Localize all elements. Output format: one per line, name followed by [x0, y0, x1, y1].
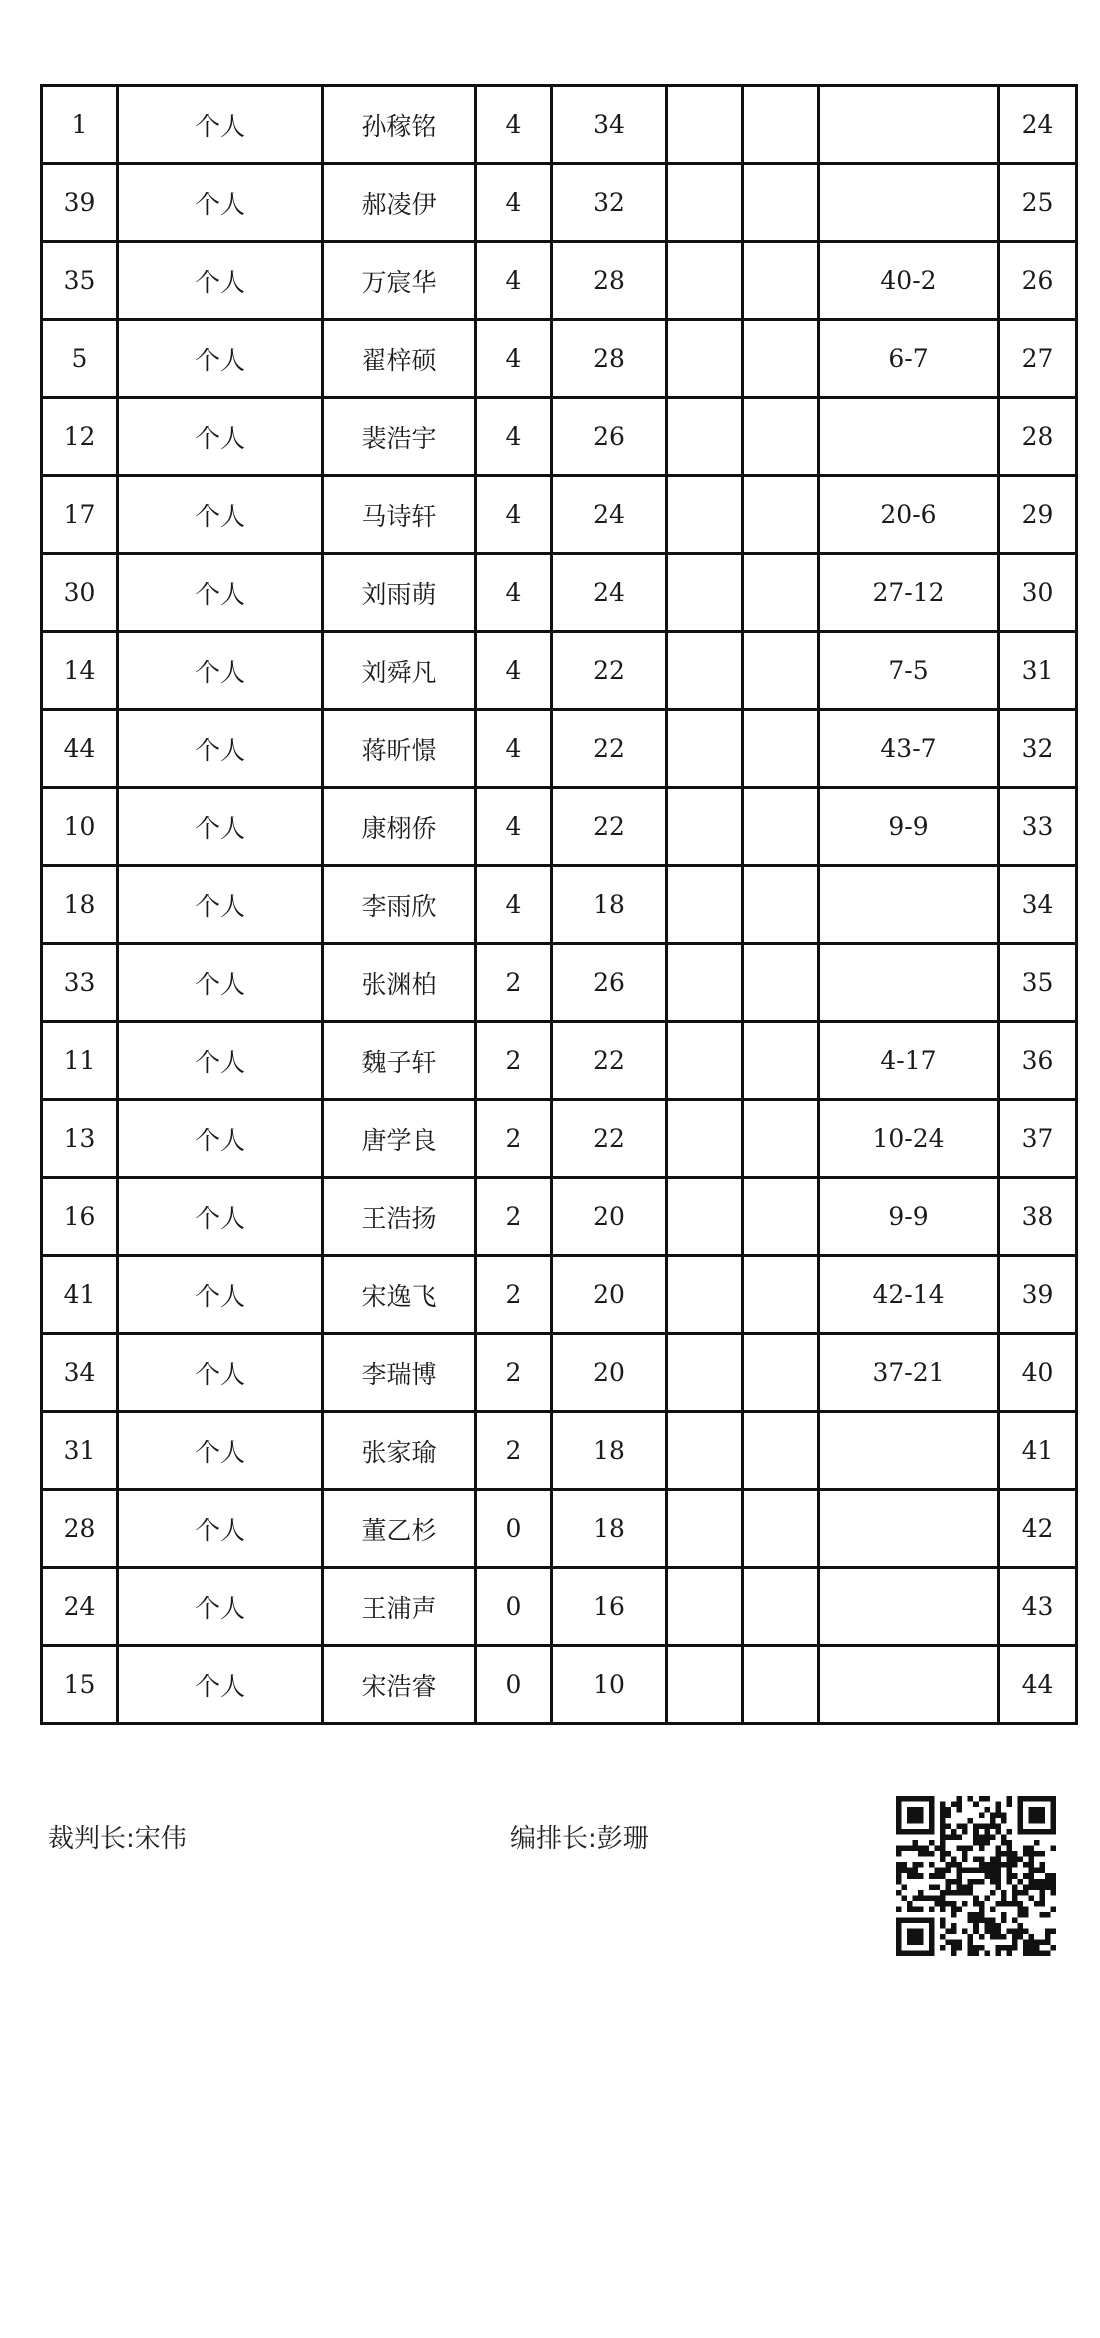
- score-cell: 22: [552, 1022, 667, 1100]
- points-cell: 4: [476, 788, 552, 866]
- entry-type-cell: 个人: [118, 86, 323, 164]
- seed-number-cell: 24: [42, 1568, 118, 1646]
- table-row: [42, 944, 1077, 1022]
- table-row: [42, 1412, 1077, 1490]
- seed-number-cell: 13: [42, 1100, 118, 1178]
- points-cell: 4: [476, 164, 552, 242]
- tiebreak-cell: 37-21: [819, 1334, 999, 1412]
- tiebreak-cell: 43-7: [819, 710, 999, 788]
- blank-cell: [667, 398, 743, 476]
- blank-cell: [743, 632, 819, 710]
- rank-cell: 35: [999, 944, 1077, 1022]
- score-cell: 28: [552, 242, 667, 320]
- blank-cell: [743, 476, 819, 554]
- rank-cell: 30: [999, 554, 1077, 632]
- blank-cell: [667, 632, 743, 710]
- score-cell: 28: [552, 320, 667, 398]
- seed-number-cell: 15: [42, 1646, 118, 1724]
- player-name-cell: 郝凌伊: [323, 164, 476, 242]
- player-name-cell: 李雨欣: [323, 866, 476, 944]
- score-cell: 22: [552, 1100, 667, 1178]
- points-cell: 2: [476, 1412, 552, 1490]
- seed-number-cell: 35: [42, 242, 118, 320]
- tiebreak-cell: 42-14: [819, 1256, 999, 1334]
- blank-cell: [667, 1022, 743, 1100]
- rank-cell: 42: [999, 1490, 1077, 1568]
- seed-number-cell: 33: [42, 944, 118, 1022]
- table-row: [42, 242, 1077, 320]
- rank-cell: 36: [999, 1022, 1077, 1100]
- rank-cell: 38: [999, 1178, 1077, 1256]
- player-name-cell: 万宸华: [323, 242, 476, 320]
- blank-cell: [743, 1334, 819, 1412]
- tiebreak-cell: [819, 1568, 999, 1646]
- blank-cell: [743, 788, 819, 866]
- entry-type-cell: 个人: [118, 1100, 323, 1178]
- entry-type-cell: 个人: [118, 788, 323, 866]
- tiebreak-cell: [819, 1646, 999, 1724]
- points-cell: 2: [476, 1256, 552, 1334]
- points-cell: 2: [476, 1334, 552, 1412]
- seed-number-cell: 39: [42, 164, 118, 242]
- score-cell: 22: [552, 632, 667, 710]
- rank-cell: 29: [999, 476, 1077, 554]
- table-row: [42, 1178, 1077, 1256]
- rank-cell: 26: [999, 242, 1077, 320]
- tiebreak-cell: [819, 86, 999, 164]
- blank-cell: [667, 1646, 743, 1724]
- player-name-cell: 唐学良: [323, 1100, 476, 1178]
- score-cell: 26: [552, 944, 667, 1022]
- rank-cell: 44: [999, 1646, 1077, 1724]
- chief-referee-label: 裁判长:宋伟: [48, 1824, 187, 1854]
- blank-cell: [743, 398, 819, 476]
- entry-type-cell: 个人: [118, 710, 323, 788]
- rank-cell: 40: [999, 1334, 1077, 1412]
- blank-cell: [667, 710, 743, 788]
- score-cell: 20: [552, 1178, 667, 1256]
- points-cell: 2: [476, 1178, 552, 1256]
- table-row: [42, 1100, 1077, 1178]
- seed-number-cell: 17: [42, 476, 118, 554]
- table-row: [42, 1022, 1077, 1100]
- score-cell: 18: [552, 1412, 667, 1490]
- blank-cell: [667, 1568, 743, 1646]
- blank-cell: [743, 554, 819, 632]
- score-cell: 26: [552, 398, 667, 476]
- tiebreak-cell: 40-2: [819, 242, 999, 320]
- points-cell: 4: [476, 476, 552, 554]
- blank-cell: [743, 710, 819, 788]
- entry-type-cell: 个人: [118, 398, 323, 476]
- rank-cell: 37: [999, 1100, 1077, 1178]
- blank-cell: [667, 944, 743, 1022]
- player-name-cell: 裴浩宇: [323, 398, 476, 476]
- seed-number-cell: 12: [42, 398, 118, 476]
- tiebreak-cell: [819, 944, 999, 1022]
- score-cell: 24: [552, 554, 667, 632]
- blank-cell: [743, 1412, 819, 1490]
- blank-cell: [667, 320, 743, 398]
- seed-number-cell: 18: [42, 866, 118, 944]
- blank-cell: [743, 242, 819, 320]
- points-cell: 4: [476, 554, 552, 632]
- points-cell: 2: [476, 1022, 552, 1100]
- score-cell: 16: [552, 1568, 667, 1646]
- entry-type-cell: 个人: [118, 1490, 323, 1568]
- blank-cell: [743, 1178, 819, 1256]
- table-row: [42, 320, 1077, 398]
- points-cell: 4: [476, 320, 552, 398]
- score-cell: 24: [552, 476, 667, 554]
- rank-cell: 39: [999, 1256, 1077, 1334]
- results-body: [42, 86, 1077, 1724]
- blank-cell: [743, 86, 819, 164]
- entry-type-cell: 个人: [118, 1178, 323, 1256]
- score-cell: 20: [552, 1256, 667, 1334]
- rank-cell: 31: [999, 632, 1077, 710]
- score-cell: 32: [552, 164, 667, 242]
- table-row: [42, 710, 1077, 788]
- blank-cell: [667, 1334, 743, 1412]
- seed-number-cell: 28: [42, 1490, 118, 1568]
- table-row: [42, 398, 1077, 476]
- player-name-cell: 魏子轩: [323, 1022, 476, 1100]
- score-cell: 22: [552, 710, 667, 788]
- entry-type-cell: 个人: [118, 1568, 323, 1646]
- score-cell: 18: [552, 1490, 667, 1568]
- seed-number-cell: 10: [42, 788, 118, 866]
- points-cell: 4: [476, 710, 552, 788]
- table-row: [42, 632, 1077, 710]
- blank-cell: [667, 1178, 743, 1256]
- seed-number-cell: 14: [42, 632, 118, 710]
- score-cell: 20: [552, 1334, 667, 1412]
- points-cell: 4: [476, 398, 552, 476]
- player-name-cell: 康栩侨: [323, 788, 476, 866]
- player-name-cell: 蒋昕憬: [323, 710, 476, 788]
- player-name-cell: 宋逸飞: [323, 1256, 476, 1334]
- results-table: [40, 84, 1078, 1725]
- player-name-cell: 翟梓硕: [323, 320, 476, 398]
- table-row: [42, 866, 1077, 944]
- tiebreak-cell: 6-7: [819, 320, 999, 398]
- seed-number-cell: 16: [42, 1178, 118, 1256]
- blank-cell: [667, 554, 743, 632]
- points-cell: 2: [476, 944, 552, 1022]
- rank-cell: 34: [999, 866, 1077, 944]
- entry-type-cell: 个人: [118, 476, 323, 554]
- player-name-cell: 张渊柏: [323, 944, 476, 1022]
- table-row: [42, 554, 1077, 632]
- blank-cell: [667, 86, 743, 164]
- points-cell: 0: [476, 1490, 552, 1568]
- rank-cell: 25: [999, 164, 1077, 242]
- points-cell: 4: [476, 632, 552, 710]
- entry-type-cell: 个人: [118, 320, 323, 398]
- seed-number-cell: 31: [42, 1412, 118, 1490]
- tiebreak-cell: [819, 398, 999, 476]
- table-row: [42, 1256, 1077, 1334]
- seed-number-cell: 41: [42, 1256, 118, 1334]
- rank-cell: 24: [999, 86, 1077, 164]
- entry-type-cell: 个人: [118, 1022, 323, 1100]
- player-name-cell: 张家瑜: [323, 1412, 476, 1490]
- rank-cell: 41: [999, 1412, 1077, 1490]
- player-name-cell: 刘雨萌: [323, 554, 476, 632]
- score-cell: 10: [552, 1646, 667, 1724]
- points-cell: 2: [476, 1100, 552, 1178]
- entry-type-cell: 个人: [118, 866, 323, 944]
- blank-cell: [743, 1490, 819, 1568]
- table-row: [42, 1646, 1077, 1724]
- table-row: [42, 788, 1077, 866]
- player-name-cell: 董乙杉: [323, 1490, 476, 1568]
- score-cell: 34: [552, 86, 667, 164]
- blank-cell: [667, 1256, 743, 1334]
- tiebreak-cell: [819, 164, 999, 242]
- table-row: [42, 1568, 1077, 1646]
- seed-number-cell: 11: [42, 1022, 118, 1100]
- entry-type-cell: 个人: [118, 1334, 323, 1412]
- points-cell: 0: [476, 1646, 552, 1724]
- player-name-cell: 刘舜凡: [323, 632, 476, 710]
- seed-number-cell: 34: [42, 1334, 118, 1412]
- points-cell: 0: [476, 1568, 552, 1646]
- rank-cell: 33: [999, 788, 1077, 866]
- blank-cell: [667, 1412, 743, 1490]
- seed-number-cell: 30: [42, 554, 118, 632]
- blank-cell: [743, 1568, 819, 1646]
- player-name-cell: 王浩扬: [323, 1178, 476, 1256]
- score-cell: 18: [552, 866, 667, 944]
- tiebreak-cell: [819, 1490, 999, 1568]
- score-cell: 22: [552, 788, 667, 866]
- table-row: [42, 1490, 1077, 1568]
- rank-cell: 43: [999, 1568, 1077, 1646]
- player-name-cell: 孙稼铭: [323, 86, 476, 164]
- blank-cell: [743, 1022, 819, 1100]
- rank-cell: 27: [999, 320, 1077, 398]
- tiebreak-cell: 7-5: [819, 632, 999, 710]
- blank-cell: [667, 788, 743, 866]
- player-name-cell: 宋浩睿: [323, 1646, 476, 1724]
- tiebreak-cell: [819, 1412, 999, 1490]
- entry-type-cell: 个人: [118, 164, 323, 242]
- blank-cell: [743, 944, 819, 1022]
- entry-type-cell: 个人: [118, 554, 323, 632]
- qr-code-icon: [896, 1796, 1056, 1956]
- blank-cell: [743, 164, 819, 242]
- blank-cell: [743, 1100, 819, 1178]
- table-row: [42, 476, 1077, 554]
- points-cell: 4: [476, 866, 552, 944]
- blank-cell: [667, 164, 743, 242]
- entry-type-cell: 个人: [118, 944, 323, 1022]
- player-name-cell: 李瑞博: [323, 1334, 476, 1412]
- table-row: [42, 86, 1077, 164]
- entry-type-cell: 个人: [118, 242, 323, 320]
- blank-cell: [743, 1256, 819, 1334]
- entry-type-cell: 个人: [118, 1412, 323, 1490]
- table-row: [42, 164, 1077, 242]
- blank-cell: [667, 866, 743, 944]
- rank-cell: 32: [999, 710, 1077, 788]
- blank-cell: [667, 1490, 743, 1568]
- tiebreak-cell: [819, 866, 999, 944]
- seed-number-cell: 1: [42, 86, 118, 164]
- player-name-cell: 马诗轩: [323, 476, 476, 554]
- tiebreak-cell: 9-9: [819, 1178, 999, 1256]
- table-row: [42, 1334, 1077, 1412]
- seed-number-cell: 44: [42, 710, 118, 788]
- blank-cell: [743, 320, 819, 398]
- entry-type-cell: 个人: [118, 1256, 323, 1334]
- blank-cell: [667, 476, 743, 554]
- tiebreak-cell: 9-9: [819, 788, 999, 866]
- blank-cell: [667, 1100, 743, 1178]
- blank-cell: [743, 866, 819, 944]
- rank-cell: 28: [999, 398, 1077, 476]
- seed-number-cell: 5: [42, 320, 118, 398]
- player-name-cell: 王浦声: [323, 1568, 476, 1646]
- entry-type-cell: 个人: [118, 632, 323, 710]
- entry-type-cell: 个人: [118, 1646, 323, 1724]
- chief-scheduler-label: 编排长:彭珊: [510, 1824, 649, 1854]
- tiebreak-cell: 4-17: [819, 1022, 999, 1100]
- points-cell: 4: [476, 242, 552, 320]
- tiebreak-cell: 27-12: [819, 554, 999, 632]
- blank-cell: [667, 242, 743, 320]
- tiebreak-cell: 10-24: [819, 1100, 999, 1178]
- tiebreak-cell: 20-6: [819, 476, 999, 554]
- blank-cell: [743, 1646, 819, 1724]
- points-cell: 4: [476, 86, 552, 164]
